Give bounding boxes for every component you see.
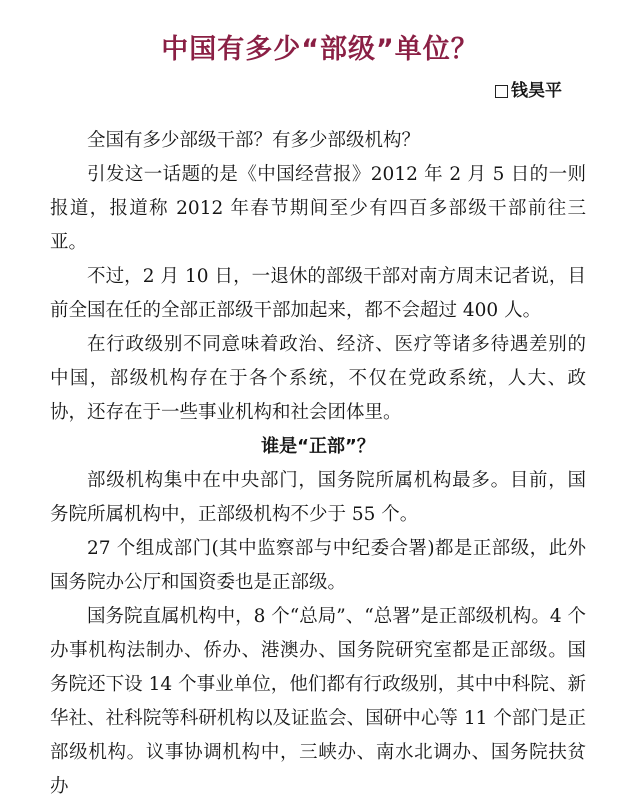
- paragraph: 引发这一话题的是《中国经营报》2012 年 2 月 5 日的一则报道，报道称 2012 年春节期间至少有四百多部级干部前往三亚。: [50, 164, 586, 253]
- article-title: 中国有多少“部级”单位？: [161, 34, 479, 66]
- author-name: 钱昊平: [511, 81, 562, 101]
- paragraph: 27 个组成部门(其中监察部与中纪委合署)都是正部级，此外国务院办公厅和国资委也是正部级。: [50, 538, 586, 593]
- author-line: [495, 78, 562, 104]
- paragraph: 在行政级别不同意味着政治、经济、医疗等诸多待遇差别的中国，部级机构存在于各个系统，不仅在党政系统，人大、政协，还存在于一些事业机构和社会团体里。: [50, 334, 586, 423]
- paragraph: 国务院直属机构中，8 个“总局”、“总署”是正部级机构。4 个办事机构法制办、侨办、港澳办、国务院研究室都是正部级。国务院还下设 14 个事业单位，他们都有行政级别，其中中科院、新华社、社科院等科研机构以及证监会、国研中心等 11 个部门是正部级机构。议事协调机构中，三峡办、南水北调办、国务院扶贫办: [50, 606, 586, 797]
- section-heading: 谁是“正部”？: [261, 436, 375, 457]
- paragraph: 部级机构集中在中央部门，国务院所属机构最多。目前，国务院所属机构中，正部级机构不少于 55 个。: [50, 470, 586, 525]
- article-body: [50, 118, 586, 804]
- square-box-icon: [495, 85, 508, 98]
- paragraph: 不过，2 月 10 日，一退休的部级干部对南方周末记者说，目前全国在任的全部正部级干部加起来，都不会超过 400 人。: [50, 266, 586, 321]
- paragraph: 全国有多少部级干部？有多少部级机构？: [87, 130, 421, 151]
